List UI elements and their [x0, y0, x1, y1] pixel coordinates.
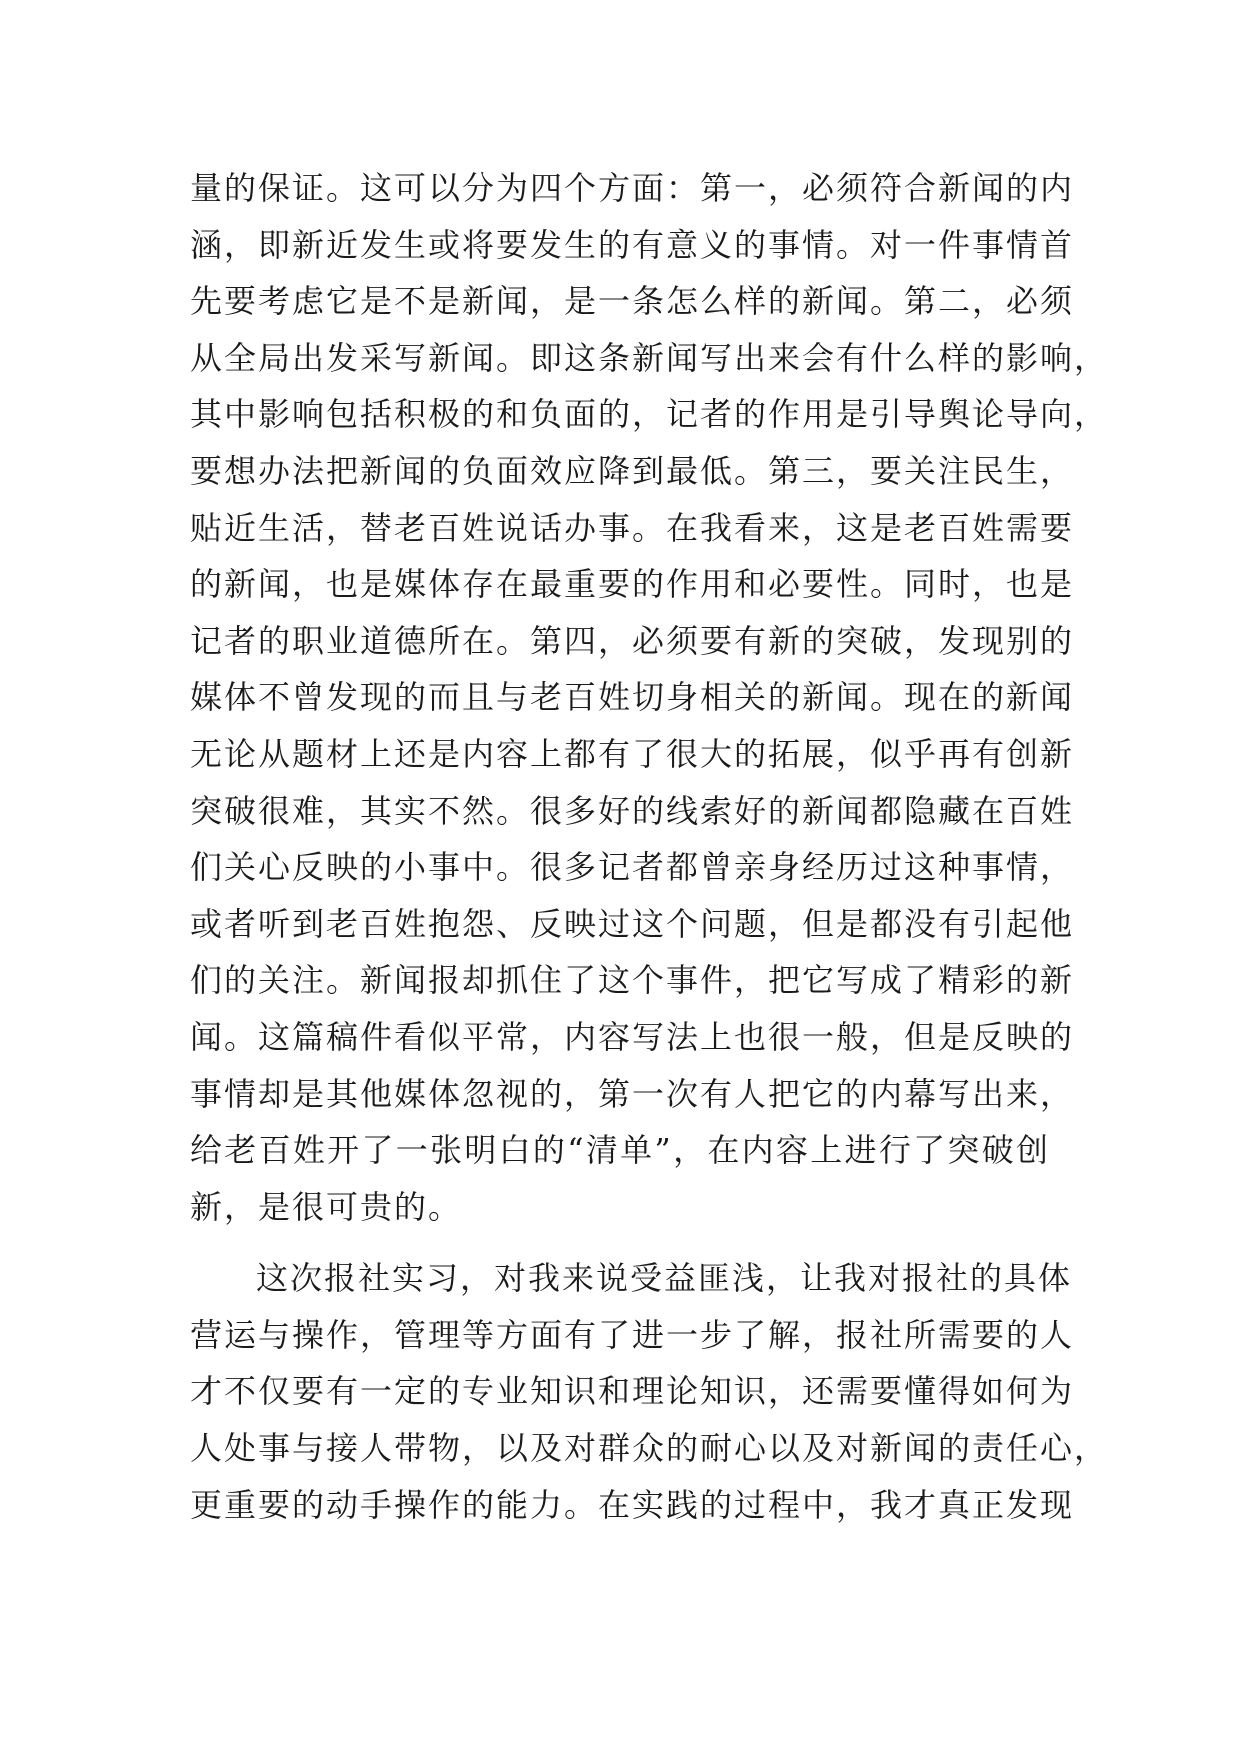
paragraph-line: 突破很难，其实不然。很多好的线索好的新闻都隐藏在百姓 — [190, 791, 1075, 830]
paragraph-line: 量的保证。这可以分为四个方面：第一，必须符合新闻的内 — [190, 169, 1075, 207]
paragraph-line: 营运与操作，管理等方面有了进一步了解，报社所需要的人 — [190, 1315, 1075, 1354]
paragraph-2 — [190, 1250, 1109, 1533]
paragraph-1 — [190, 160, 1109, 1235]
paragraph-line: 人处事与接人带物，以及对群众的耐心以及对新闻的责任心， — [190, 1429, 1109, 1468]
paragraph-line: 新，是很可贵的。 — [190, 1187, 463, 1226]
paragraph-line: 记者的职业道德所在。第四，必须要有新的突破，发现别的 — [190, 621, 1075, 660]
paragraph-line: 闻。这篇稿件看似平常，内容写法上也很一般，但是反映的 — [190, 1017, 1075, 1056]
body-text — [190, 160, 1109, 1533]
paragraph-line: 贴近生活，替老百姓说话办事。在我看来，这是老百姓需要 — [190, 508, 1075, 547]
paragraph-line: 这次报社实习，对我来说受益匪浅，让我对报社的具体 — [256, 1259, 1073, 1298]
paragraph-line: 才不仅要有一定的专业知识和理论知识，还需要懂得如何为 — [190, 1372, 1075, 1411]
paragraph-line: 从全局出发采写新闻。即这条新闻写出来会有什么样的影响， — [190, 338, 1109, 377]
paragraph-line: 或者听到老百姓抱怨、反映过这个问题，但是都没有引起他 — [190, 904, 1075, 943]
paragraph-line: 要想办法把新闻的负面效应降到最低。第三，要关注民生， — [190, 451, 1075, 490]
paragraph-line: 们关心反映的小事中。很多记者都曾亲身经历过这种事情， — [190, 848, 1075, 887]
paragraph-line: 更重要的动手操作的能力。在实践的过程中，我才真正发现 — [190, 1485, 1075, 1524]
paragraph-line: 事情却是其他媒体忽视的，第一次有人把它的内幕写出来， — [190, 1074, 1075, 1113]
paragraph-line: 们的关注。新闻报却抓住了这个事件，把它写成了精彩的新 — [190, 961, 1075, 1000]
paragraph-line: 给老百姓开了一张明白的“清单”，在内容上进行了突破创 — [190, 1131, 1050, 1170]
paragraph-line: 其中影响包括积极的和负面的，记者的作用是引导舆论导向， — [190, 395, 1109, 434]
paragraph-line: 无论从题材上还是内容上都有了很大的拓展，似乎再有创新 — [190, 734, 1075, 773]
paragraph-line: 的新闻，也是媒体存在最重要的作用和必要性。同时，也是 — [190, 565, 1075, 604]
paragraph-line: 媒体不曾发现的而且与老百姓切身相关的新闻。现在的新闻 — [190, 678, 1075, 717]
paragraph-line: 先要考虑它是不是新闻，是一条怎么样的新闻。第二，必须 — [190, 282, 1075, 321]
paragraph-spacer — [190, 1235, 1050, 1250]
paragraph-line: 涵，即新近发生或将要发生的有意义的事情。对一件事情首 — [190, 225, 1075, 264]
